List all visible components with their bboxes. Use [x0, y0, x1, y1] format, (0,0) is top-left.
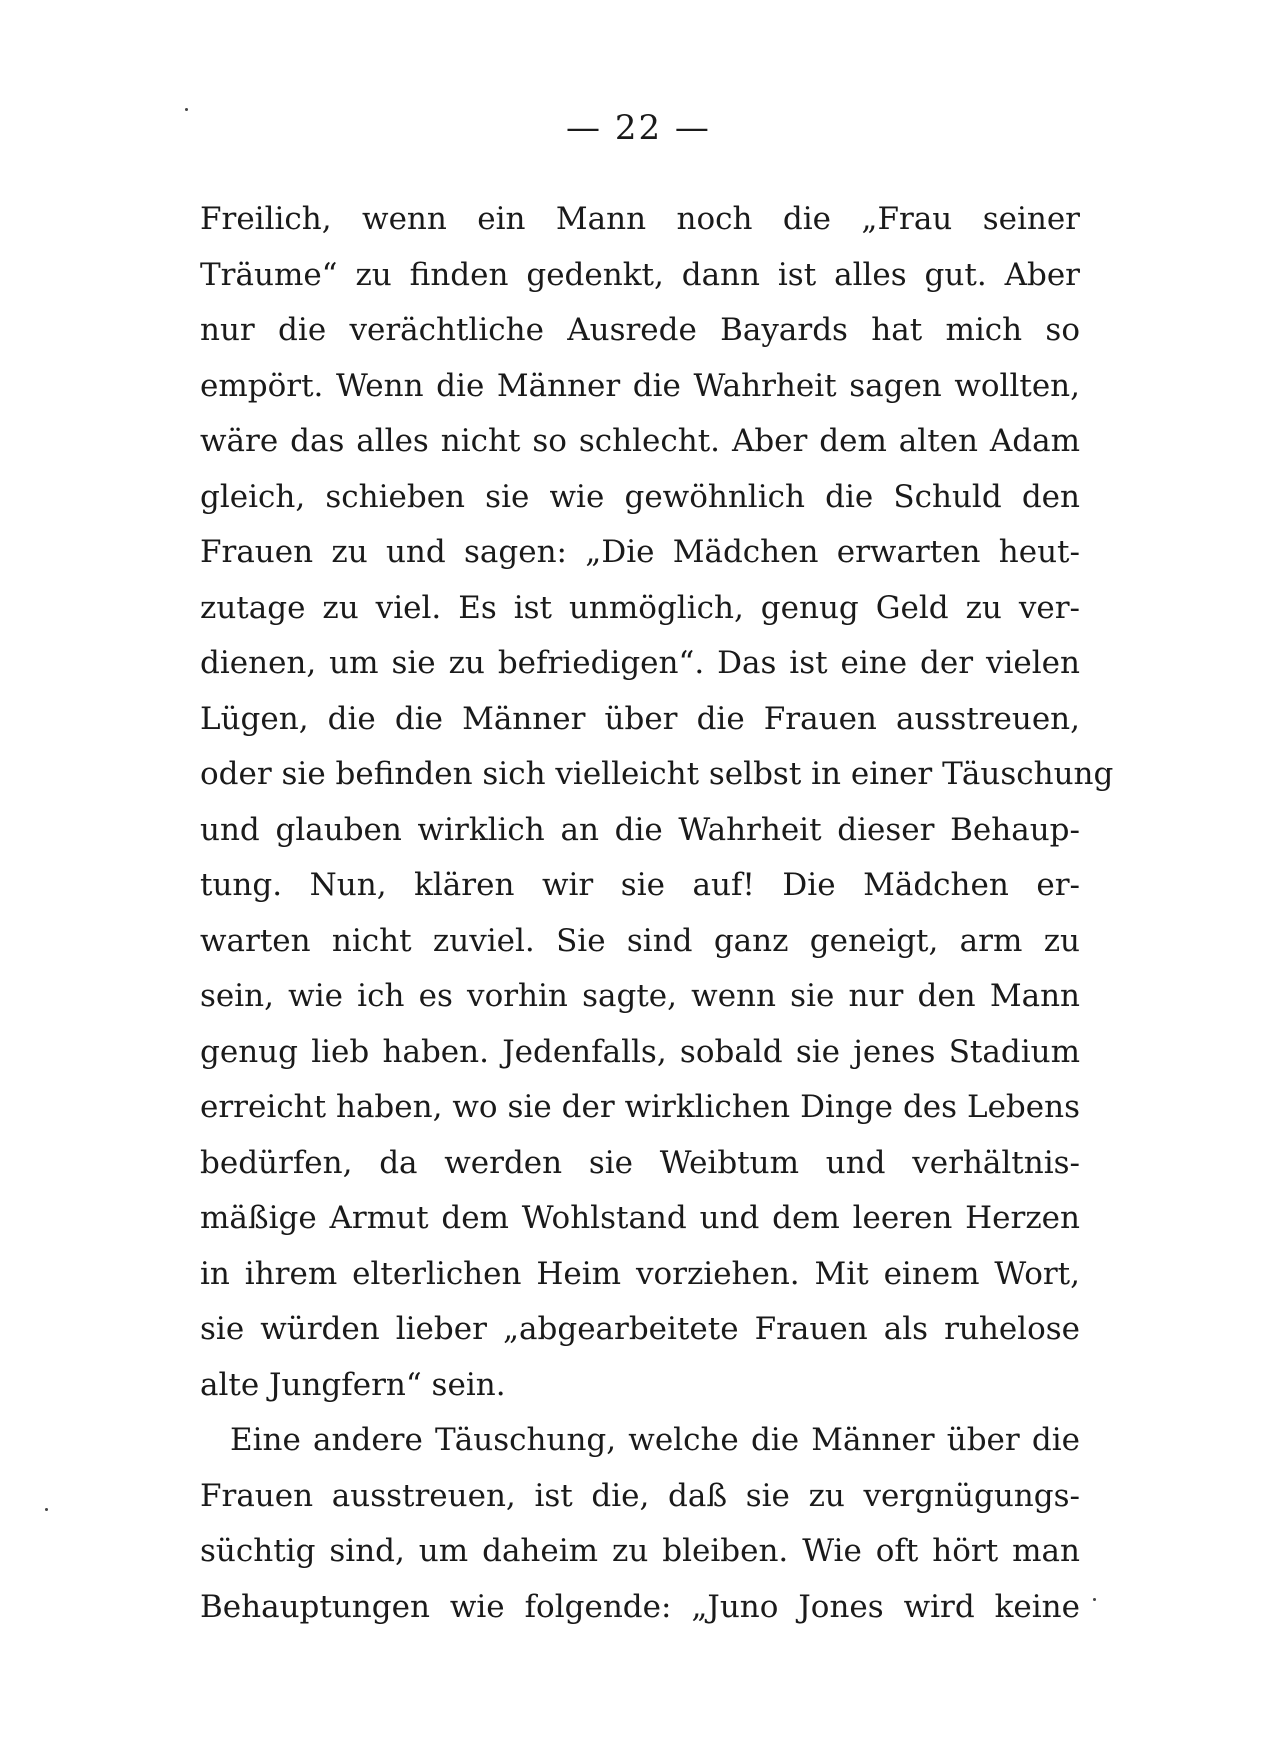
text-line: oder sie befinden sich vielleicht selbst in einer Täuschung — [200, 756, 1114, 792]
scan-speck — [45, 1508, 48, 1511]
text-line: alte Jungfern“ sein. — [200, 1366, 506, 1403]
scan-speck — [185, 108, 188, 111]
text-line: und glauben wirklich an die Wahrheit dieser Behaup- — [200, 811, 1080, 848]
text-line: nur die verächtliche Ausrede Bayards hat mich so — [200, 312, 1080, 348]
paragraph-1 — [200, 192, 1114, 1413]
text-line: wäre das alles nicht so schlecht. Aber dem alten Adam — [200, 423, 1080, 459]
text-line: zutage zu viel. Es ist unmöglich, genug Geld zu ver- — [200, 589, 1080, 626]
text-line: warten nicht zuviel. Sie sind ganz geneigt, arm zu — [200, 922, 1080, 959]
text-line: Träume“ zu finden gedenkt, dann ist alles gut. Aber — [200, 256, 1080, 293]
text-line: süchtig sind, um daheim zu bleiben. Wie oft hört man — [200, 1533, 1080, 1569]
text-line: Lügen, die die Männer über die Frauen ausstreuen, — [200, 700, 1080, 737]
text-line: mäßige Armut dem Wohlstand und dem leeren Herzen — [200, 1200, 1080, 1236]
text-line: genug lieb haben. Jedenfalls, sobald sie jenes Stadium — [200, 1033, 1080, 1070]
text-line: sie würden lieber „abgearbeitete Frauen als ruhelose — [200, 1311, 1080, 1347]
text-line: bedürfen, da werden sie Weibtum und verhältnis- — [200, 1144, 1080, 1181]
text-line: tung. Nun, klären wir sie auf! Die Mädchen er- — [200, 867, 1080, 903]
text-line: in ihrem elterlichen Heim vorziehen. Mit einem Wort, — [200, 1255, 1080, 1292]
text-line: Frauen ausstreuen, ist die, daß sie zu vergnügungs- — [200, 1477, 1080, 1514]
text-line: sein, wie ich es vorhin sagte, wenn sie nur den Mann — [200, 978, 1080, 1014]
text-line: Freilich, wenn ein Mann noch die „Frau seiner — [200, 201, 1080, 237]
text-line: dienen, um sie zu befriedigen“. Das ist eine der vielen — [200, 645, 1080, 681]
body-text — [200, 192, 1114, 1635]
scan-speck — [1093, 1598, 1096, 1601]
text-line: Eine andere Täuschung, welche die Männer über die — [230, 1422, 1080, 1458]
text-line: gleich, schieben sie wie gewöhnlich die Schuld den — [200, 478, 1080, 515]
text-line: erreicht haben, wo sie der wirklichen Dinge des Lebens — [200, 1089, 1080, 1125]
page-number: — 22 — — [566, 108, 711, 148]
paragraph-2 — [200, 1413, 1080, 1635]
text-line: Behauptungen wie folgende: „Juno Jones wird keine — [200, 1588, 1080, 1625]
text-line: Frauen zu und sagen: „Die Mädchen erwarten heut- — [200, 534, 1080, 570]
text-line: empört. Wenn die Männer die Wahrheit sagen wollten, — [200, 367, 1080, 404]
